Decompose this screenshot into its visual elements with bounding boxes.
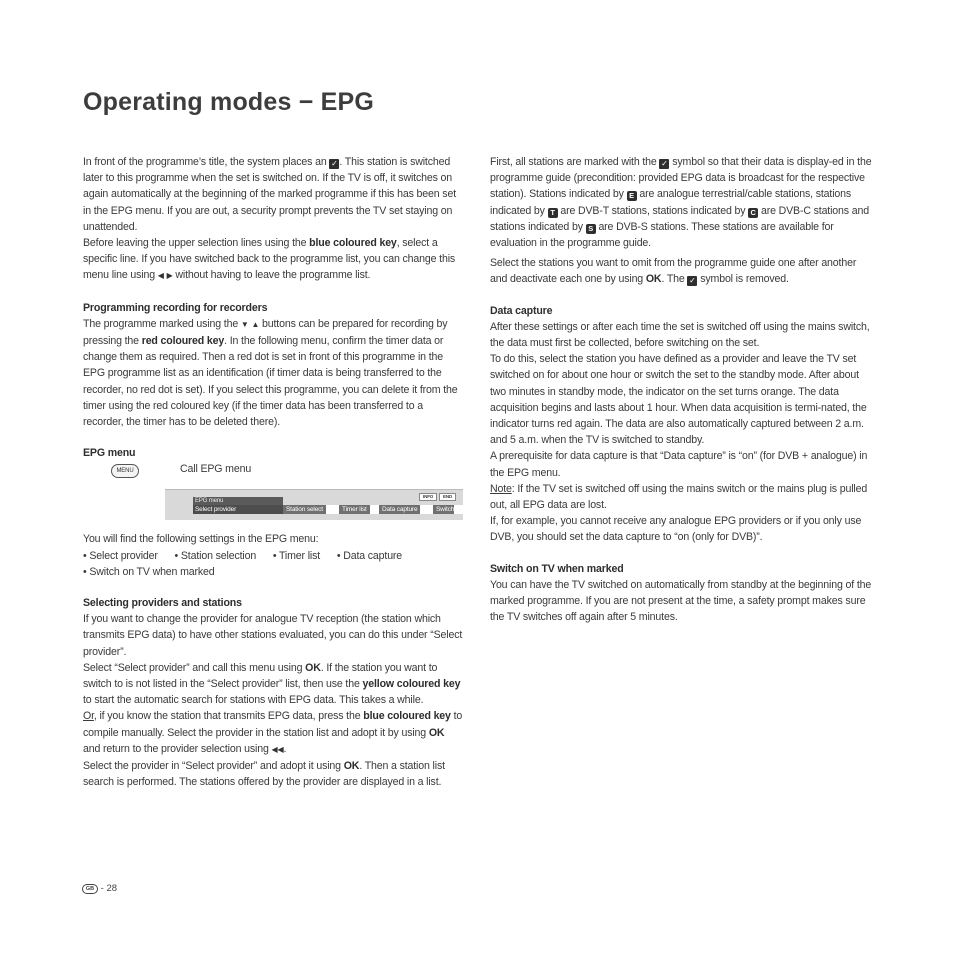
menu-key-icon: MENU	[111, 464, 139, 478]
osd-tab-switch: Switch	[433, 505, 454, 514]
epg-menu-screenshot	[165, 489, 463, 520]
osd-selected-tab: Select provider	[193, 505, 283, 514]
paragraph-select-provider-2: Select “Select provider” and call this menu using OK. If the station you want to switch to is not listed in the “Select provider” list, then use the yellow coloured key to start the automatic search for stations with EPG data. This takes a while. Or, if you know the station that transmits EPG data, press the blue coloured key to compile manually. Select the provider in the station list and adopt it by using OK and return to the provider selection using ◀◀.	[83, 661, 463, 755]
page-footer	[82, 883, 117, 894]
paragraph-data-capture-1: After these settings or after each time the set is switched off using the mains switch, the data must first be collected, before switching on the set.	[490, 320, 870, 350]
paragraph-data-capture-5: If, for example, you cannot receive any analogue EPG providers or if you only use DVB, you should set the data capture to “on (only for DVB)”.	[490, 515, 862, 544]
up-arrow-icon: ▲	[251, 319, 260, 329]
dvb-t-station-icon: T	[548, 208, 558, 218]
settings-item: • Select provider	[83, 549, 158, 562]
paragraph-programming-recording: The programme marked using the ▼ ▲ buttons can be prepared for recording by pressing the red coloured key. In the following menu, confirm the timer data or change them as required. Then a red dot is set in front of this programme in the EPG programme list as an identification (if timer data is being transferred to the recorder, no red dot is set). If you select this programme, you can delete it from the timer using the red coloured key (if the timer data has been transferred to a recorder, the timer has to be deleted there).	[83, 317, 458, 429]
page-number: - 28	[100, 883, 118, 894]
down-arrow-icon: ▼	[240, 319, 249, 329]
paragraph-select-provider-3: Select the provider in “Select provider” and adopt it using OK. Then a station list search is performed. The stations offered by the provider are displayed in a list.	[83, 760, 445, 789]
osd-tab-timer-list: Timer list	[339, 505, 370, 514]
check-icon: ✓	[661, 159, 668, 168]
paragraph-selection-lines: Before leaving the upper selection lines using the blue coloured key, select a specific line. If you have switched back to the programme list, you can change this menu line using ◀ ▶ without having to leave the programme list.	[83, 237, 456, 282]
paragraph-switch-on-tv: You can have the TV switched on automatically from standby at the beginning of the marked programme. If you are not present at the time, a safety prompt makes sure the TV switches off again after 5 minutes.	[490, 578, 872, 624]
menu-call-label: Call EPG menu	[180, 463, 252, 476]
heading-switch-on-tv: Switch on TV when marked	[490, 562, 624, 575]
page-title: Operating modes − EPG	[83, 88, 375, 116]
end-icon: END	[439, 493, 456, 501]
settings-item: • Station selection	[174, 549, 257, 562]
settings-list	[83, 548, 463, 580]
right-arrow-icon: ▶	[166, 271, 173, 281]
right-column	[490, 154, 875, 625]
paragraph-select-provider-1: If you want to change the provider for analogue TV reception (the station which transmits EPG data) to have other stations evaluated, you can do this under “Select provider”.	[83, 613, 463, 658]
osd-title: EPG menu	[193, 497, 283, 505]
dvb-s-station-icon: S	[586, 224, 596, 234]
heading-selecting-providers: Selecting providers and stations	[83, 597, 242, 610]
paragraph-marked-programme: In front of the programme’s title, the system places an ✓ . This station is switched later to this programme when the set is switched on. If the TV is off, it switches on again automatically at the beginning of the marked programme if this has been set in the EPG menu. If you are out, a security prompt prevents the TV set staying on unattended.	[83, 156, 456, 233]
left-column	[83, 154, 463, 791]
heading-data-capture: Data capture	[490, 304, 553, 317]
epg-menu-illustration	[83, 461, 463, 531]
check-icon: ✓	[689, 276, 696, 286]
paragraph-data-capture-2: To do this, select the station you have defined as a provider and leave the TV set switched on for about one hour or switch the set to the standby mode. After about two minutes in standby mode, the indicator on the set turns orange. The data acquisition begins and lasts about 1 hour. When data acquisition is termi-nated, the indicator turns red again. The data are also automatically captured between 2 a.m. and 5 a.m. when the TV is switched to standby.	[490, 353, 867, 447]
check-icon: ✓	[331, 159, 338, 168]
heading-programming-recording: Programming recording for recorders	[83, 301, 268, 314]
paragraph-data-capture-note: Note: If the TV set is switched off using the mains switch or the mains plug is pulled out, all EPG data are lost.	[490, 482, 868, 512]
rewind-icon: ◀◀	[271, 744, 284, 754]
dvb-c-station-icon: C	[748, 208, 758, 218]
heading-epg-menu: EPG menu	[83, 447, 136, 460]
analogue-station-icon: E	[627, 191, 637, 201]
osd-tab-data-capture: Data capture	[379, 505, 420, 514]
paragraph-omit-stations: Select the stations you want to omit from the programme guide one after another and deactivate each one by using OK. The ✓ symbol is removed.	[490, 257, 857, 286]
settings-intro: You will find the following settings in the EPG menu:	[83, 533, 319, 546]
osd-tab-station-select: Station select	[283, 505, 326, 514]
left-arrow-icon: ◀	[157, 271, 164, 281]
language-badge: GB	[82, 884, 98, 894]
paragraph-data-capture-3: A prerequisite for data capture is that “Data capture” is “on” (for DVB + analogue) in the EPG menu.	[490, 450, 868, 479]
settings-item: • Data capture	[336, 549, 403, 562]
info-icon: INFO	[419, 493, 437, 501]
settings-item: • Timer list	[272, 549, 321, 562]
settings-item: • Switch on TV when marked	[83, 565, 215, 578]
paragraph-station-marking: First, all stations are marked with the ✓ symbol so that their data is display-ed in the programme guide (precondition: provided EPG data is broadcast for the respective station). Stations indicated by E are analogue terrestrial/cable stations, stations indicated by T are DVB-T stations, stations indicated by C are DVB-C stations and stations indicated by S are DVB-S stations. These stations are available for evaluation in the programme guide.	[490, 156, 872, 250]
